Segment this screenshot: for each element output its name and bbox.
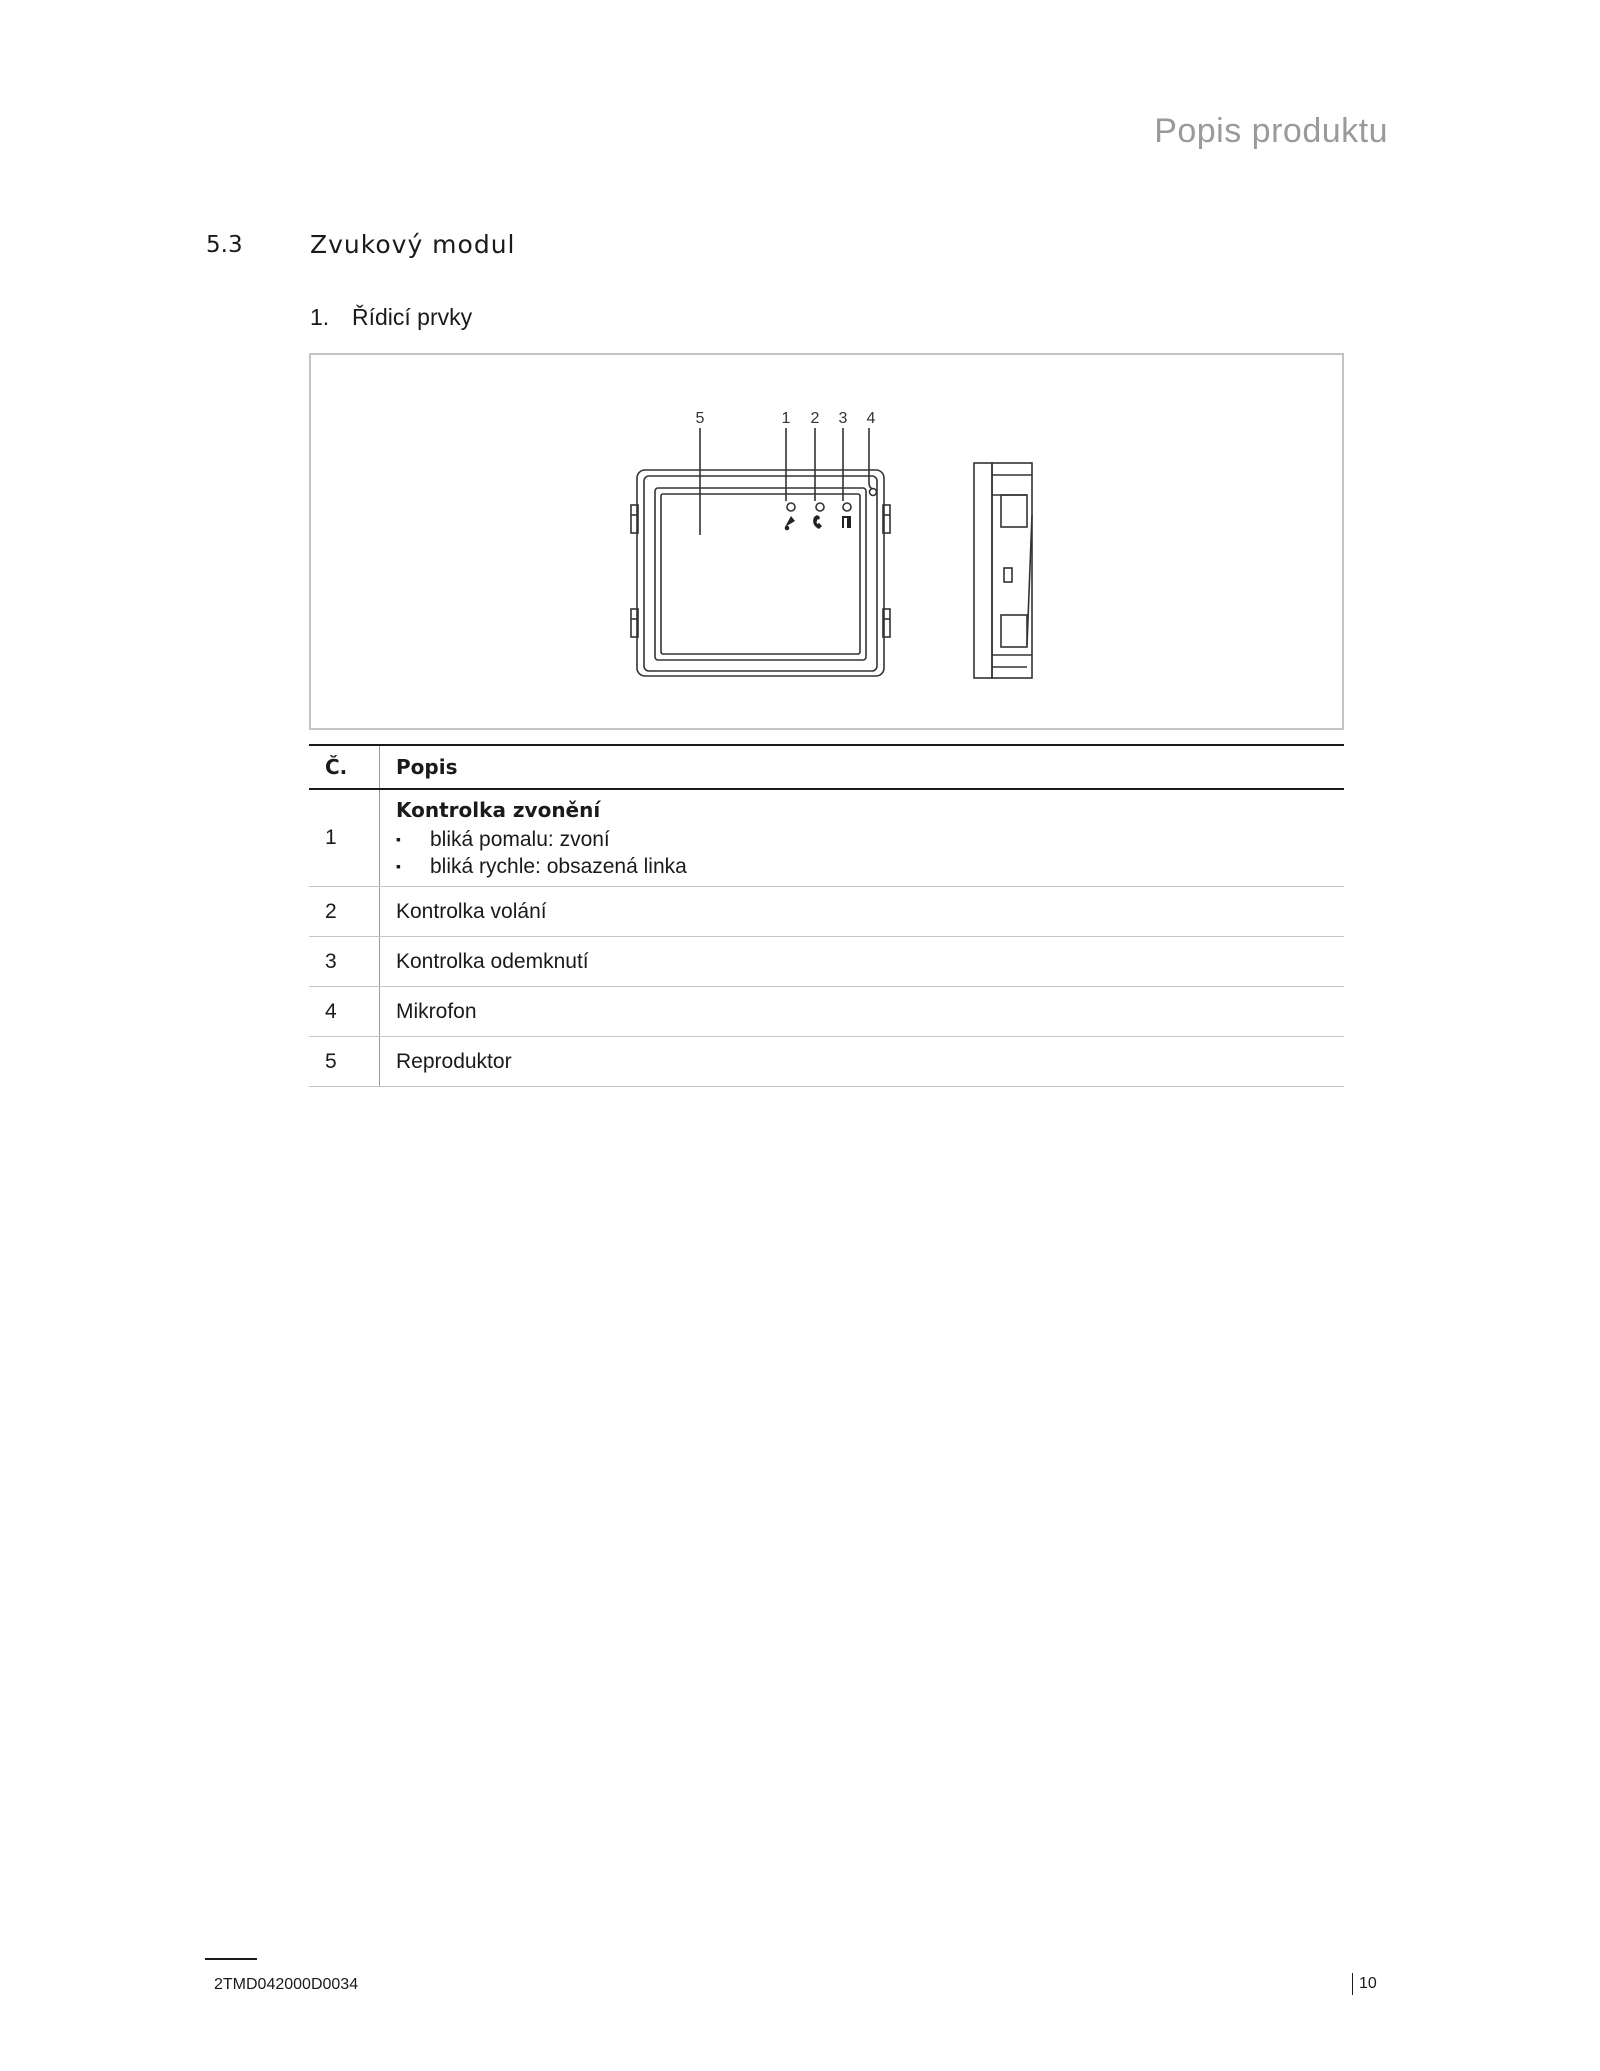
- callout-3: 3: [838, 410, 848, 427]
- figure-drawing: [311, 355, 1342, 728]
- bullet-item: [396, 855, 1344, 879]
- module-front-inner: [661, 494, 860, 654]
- module-front-outer: [637, 470, 884, 676]
- step-item: [310, 304, 472, 331]
- step-text: Řídicí prvky: [352, 304, 473, 330]
- led-unlock: [843, 503, 851, 511]
- callout-2: 2: [810, 410, 820, 427]
- bullet-item: [396, 828, 1344, 852]
- section-title: Zvukový modul: [310, 230, 516, 259]
- row-description: [380, 789, 1345, 887]
- footer-page-number: 10: [1352, 1973, 1377, 1995]
- module-side-body: [974, 463, 992, 678]
- callout-5: 5: [695, 410, 705, 427]
- module-front-frame: [644, 476, 877, 671]
- callout-4: 4: [866, 410, 876, 427]
- microphone-hole: [870, 489, 877, 496]
- control-table: [309, 744, 1344, 1087]
- row-number: 2: [309, 887, 380, 937]
- bell-icon: [785, 516, 795, 530]
- product-figure: [309, 353, 1344, 730]
- step-number: 1.: [310, 304, 330, 330]
- table-row: [309, 1037, 1344, 1087]
- door-icon: [842, 516, 851, 528]
- page-header-title: Popis produktu: [1154, 112, 1388, 150]
- table-row: [309, 987, 1344, 1037]
- row-description: Reproduktor: [380, 1037, 1345, 1087]
- row-description: Mikrofon: [380, 987, 1345, 1037]
- led-call: [816, 503, 824, 511]
- phone-icon: [813, 515, 822, 529]
- row-number: 3: [309, 937, 380, 987]
- bullet-marker: ▪: [396, 831, 401, 847]
- row-number: 5: [309, 1037, 380, 1087]
- footer-divider: [205, 1958, 257, 1960]
- table-row: [309, 887, 1344, 937]
- table-header-row: [309, 745, 1344, 789]
- callout-1: 1: [781, 410, 791, 427]
- section-number: 5.3: [206, 232, 243, 258]
- row-description: Kontrolka volání: [380, 887, 1345, 937]
- table-row: [309, 789, 1344, 887]
- table-row: [309, 937, 1344, 987]
- leader-4: [869, 428, 873, 489]
- header-number: Č.: [309, 745, 380, 789]
- bullet-text: bliká pomalu: zvoní: [430, 828, 610, 851]
- row-number: 1: [309, 789, 380, 887]
- row-title: Kontrolka zvonění: [396, 798, 601, 822]
- bullet-marker: ▪: [396, 858, 401, 874]
- row-description: Kontrolka odemknutí: [380, 937, 1345, 987]
- bullet-text: bliká rychle: obsazená linka: [430, 855, 687, 878]
- led-ring: [787, 503, 795, 511]
- header-description: Popis: [380, 745, 1345, 789]
- row-number: 4: [309, 987, 380, 1037]
- footer-document-id: 2TMD042000D0034: [214, 1976, 359, 1993]
- module-front-panel: [655, 488, 866, 660]
